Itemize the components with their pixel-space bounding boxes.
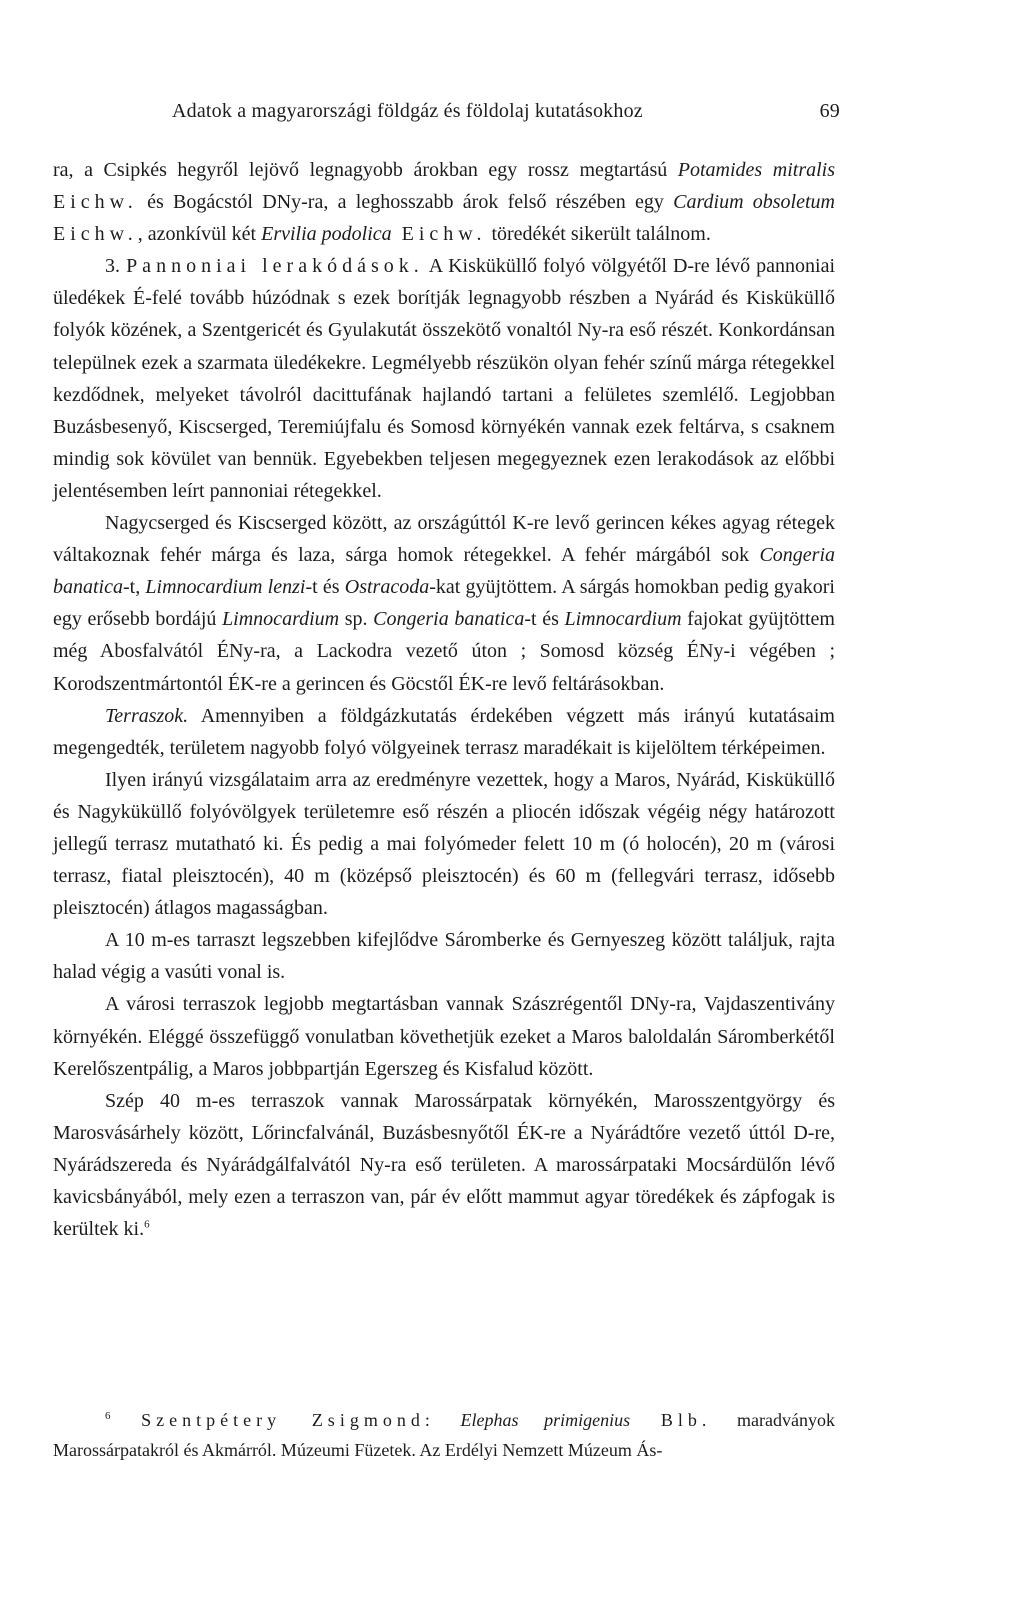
footnote-author: Szentpétery Zsigmond: [110,1410,435,1430]
body-text [53,154,835,1245]
section-heading: Pannoniai lerakódások. [126,255,424,278]
section-heading: Terraszok. [105,704,189,727]
taxon-name: Potamides mitralis [677,159,835,181]
text-run: fajokat gyüjtöttem még Abosfalvától ÉNy-ra, a Lackodra vezető úton ; Somosd község ÉNy-i végében ; Korodszentmártontól ÉK-re a gerincen és Göcstől ÉK-re levő feltárásokban. [53,608,835,695]
paragraph-7: A városi terraszok legjobb megtartásban vannak Szászrégentől DNy-ra, Vajdaszentivány környékén. Eléggé összefüggő vonulatban követhetjük ezeket a Maros baloldalán Sáromberkétől Kerelőszentpálig, a Maros jobbpartján Egerszeg és Kisfalud között. [53,993,835,1080]
running-title: Adatok a magyarországi földgáz és földolaj kutatásokhoz [172,100,643,122]
footnote [53,1405,835,1465]
section-number: 3. [105,255,127,278]
taxon-authority: Eichw. [391,223,487,246]
text-run: Nagycserged és Kiscserged között, az országúttól K-re levő gerincen kékes agyag rétegek váltakoznak fehér márga és laza, sárga homok rétegekkel. A fehér márgából sok [53,512,835,567]
footnote-reference[interactable]: 6 [144,1218,150,1231]
taxon-name: Ostracoda [344,576,430,599]
text-run: -kat gyüjtöttem. A sárgás homokban pedig gyakori egy erősebb bordájú [53,576,835,631]
paragraph-5: Ilyen irányú vizsgálataim arra az eredményre vezettek, hogy a Maros, Nyárád, Kisküküllő és Nagyküküllő folyóvölgyek területemre eső részén a pliocén időszak végéig négy határozott jellegű terrasz mutatható ki. És pedig a mai folyómeder felett 10 m (ó holocén), 20 m (városi terrasz, fiatal pleisztocén), 40 m (középső pleisztocén) és 60 m (fellegvári terrasz, idősebb pleisztocén) átlagos magasságban. [53,768,835,920]
text-run: , azonkívül két [137,223,262,246]
paragraph-2 [53,250,835,507]
text-run: -t és [524,608,565,631]
text-run: A Kisküküllő folyó völgyétől D-re lévő pannoniai üledékek É-felé tovább húzódnak s ezek borítják legnagyobb részben a Nyárád és Kisküküllő folyók közének, a Szentgericét és Gyulakutát összekötő vonaltól Ny-ra eső részét. Konkordánsan települnek ezek a szarmata üledékekre. Legmélyebb részükön olyan fehér színű márga rétegekkel kezdődnek, melyeket távolról dacittufának hajlandó tartani a felületes szemlélő. Legjobban Buzásbesenyő, Kiscserged, Teremiújfalu és Somosd környékén vannak ezek feltárva, s csaknem mindig sok kövület van bennük. Egyebekben teljesen megegyeznek ezen lerakodások az előbbi jelentésemben leírt pannoniai rétegekkel. [53,255,836,502]
paragraph-1 [53,154,835,250]
taxon-name: Congeria banatica [373,608,525,631]
paragraph-4 [53,700,835,764]
taxon-name: Limnocardium [222,608,340,631]
page-number: 69 [819,100,840,122]
footnote-text [53,1405,835,1465]
text-run: és Bogácstól DNy-ra, a leghosszabb árok felső részében egy [137,191,674,214]
taxon-authority: Eichw. [53,191,138,214]
taxon-name: Congeria banatica [53,544,835,599]
taxon-authority: Eichw. [53,223,138,246]
taxon-name: Cardium obsoletum [673,191,835,214]
text-run: sp. [339,608,374,631]
taxon-name: Elephas primigenius [434,1410,631,1430]
running-header [172,96,840,126]
text-run: -t és [305,576,345,599]
text-run: töredékét sikerült találnom. [486,223,711,246]
footnote-mark: 6 [105,1410,111,1422]
paragraph-3 [53,507,835,700]
paragraph-6: A 10 m-es tarraszt legszebben kifejlődve Sáromberke és Gernyeszeg között találjuk, rajta halad végig a vasúti vonal is. [53,929,835,984]
taxon-name: Limnocardium lenzi [145,576,306,599]
text-run: -t, [123,576,146,599]
taxon-authority: Blb. [630,1410,712,1430]
taxon-name: Ervilia podolica [261,223,392,246]
taxon-name: Limnocardium [564,608,682,631]
text-run: maradványok Marossárpatakról és Akmárról. Múzeumi Füzetek. Az Erdélyi Nemzett Múzeum Ás- [53,1410,835,1460]
text-run: ra, a Csipkés hegyről lejövő legnagyobb árokban egy rossz megtartású [53,159,678,181]
text-run: Szép 40 m-es terraszok vannak Marossárpatak környékén, Marosszentgyörgy és Marosvásárhely között, Lőrincfalvánál, Buzásbesnyőtől ÉK-re a Nyárádtőre vezető úttól D-re, Nyárádszereda és Nyárádgálfalvától Ny-ra eső területen. A marossárpataki Mocsárdülőn lévő kavicsbányából, mely ezen a terraszon van, pár év előtt mammut agyar töredékek és zápfogak is kerültek ki. [53,1089,835,1241]
text-run: Amennyiben a földgázkutatás érdekében végzett más irányú kutatásaim megengedték, területem nagyobb folyó völgyeinek terrasz maradékait is kijelöltem térképeimen. [53,704,835,759]
paragraph-8 [53,1085,835,1245]
